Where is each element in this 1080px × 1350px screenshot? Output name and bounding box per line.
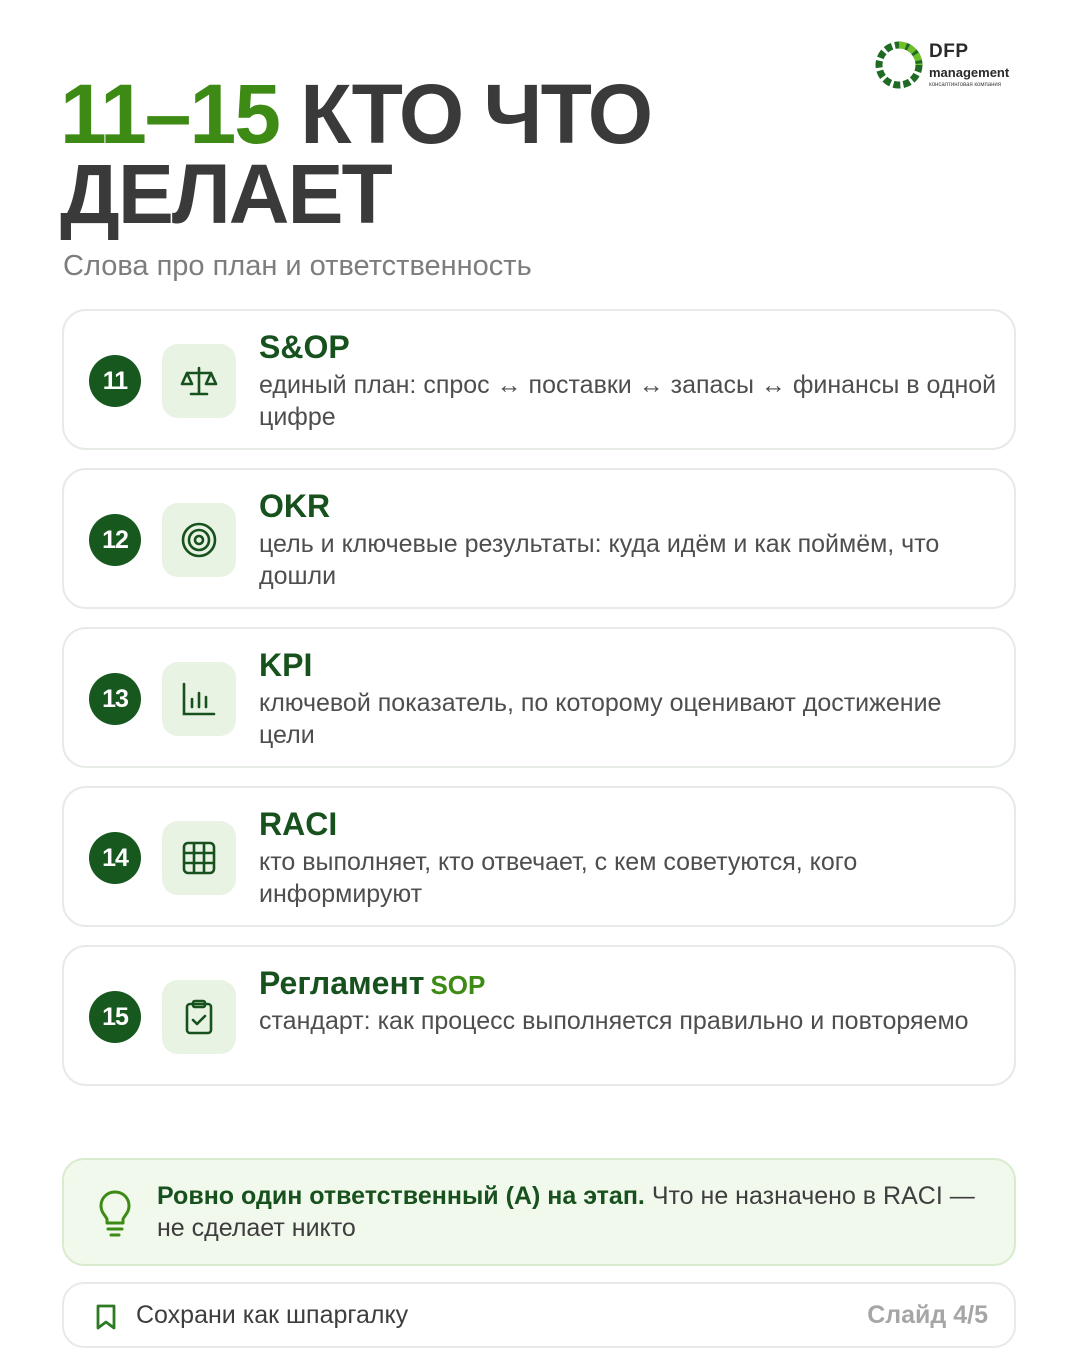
brand-logo bbox=[872, 38, 1042, 94]
card-title bbox=[259, 965, 485, 1002]
scales-icon bbox=[179, 361, 219, 401]
title-line2: ДЕЛАЕТ bbox=[60, 147, 391, 241]
bookmark-icon[interactable] bbox=[94, 1303, 118, 1331]
term-card-okr bbox=[62, 468, 1016, 609]
card-description: цель и ключевые результаты: куда идём и как поймём, что дошли bbox=[259, 530, 940, 590]
card-icon-box bbox=[162, 662, 236, 736]
card-number-badge: 12 bbox=[89, 514, 141, 566]
card-number-badge: 14 bbox=[89, 832, 141, 884]
title-line1: КТО ЧТО bbox=[300, 67, 652, 161]
page-subtitle: Слова про план и ответственность bbox=[63, 250, 532, 282]
card-title-text: OKR bbox=[259, 488, 331, 524]
bar-chart-icon bbox=[179, 679, 219, 719]
card-icon-box bbox=[162, 344, 236, 418]
page-title bbox=[60, 67, 652, 241]
footer-bar bbox=[62, 1282, 1016, 1348]
title-number: 11–15 bbox=[60, 67, 279, 161]
tip-box bbox=[62, 1158, 1016, 1266]
card-title-text: RACI bbox=[259, 806, 338, 842]
card-description: стандарт: как процесс выполняется правильно и повторяемо bbox=[259, 1007, 969, 1035]
save-hint[interactable]: Сохрани как шпаргалку bbox=[136, 1301, 409, 1329]
card-title bbox=[259, 488, 330, 525]
card-icon-box bbox=[162, 503, 236, 577]
card-title-text: S&OP bbox=[259, 329, 350, 365]
card-icon-box bbox=[162, 821, 236, 895]
card-description: единый план: спрос ↔ поставки ↔ запасы ↔ финансы в одной цифре bbox=[259, 371, 997, 431]
card-title-tag: SOP bbox=[430, 970, 486, 1000]
card-description: ключевой показатель, по которому оценивают достижение цели bbox=[259, 689, 942, 749]
card-description: кто выполняет, кто отвечает, с кем советуются, кого информируют bbox=[259, 848, 858, 908]
clipboard-check-icon bbox=[179, 997, 219, 1037]
term-card-kpi bbox=[62, 627, 1016, 768]
logo-name: DFP bbox=[929, 41, 969, 62]
logo-tagline: консалтинговая компания bbox=[929, 82, 1002, 88]
grid-icon bbox=[179, 838, 219, 878]
slide-counter: Слайд 4/5 bbox=[867, 1301, 988, 1329]
term-card-sop bbox=[62, 309, 1016, 450]
tip-text bbox=[157, 1180, 997, 1244]
card-number-badge: 15 bbox=[89, 991, 141, 1043]
tip-rest: Что не назначено в RACI — не сделает никто bbox=[157, 1182, 975, 1242]
card-title-text: KPI bbox=[259, 647, 313, 683]
target-icon bbox=[179, 520, 219, 560]
logo-mark-icon bbox=[872, 38, 926, 92]
lightbulb-icon bbox=[96, 1188, 134, 1238]
term-card-raci bbox=[62, 786, 1016, 927]
card-title bbox=[259, 647, 312, 684]
logo-subname: management bbox=[929, 65, 1010, 80]
card-title bbox=[259, 329, 350, 366]
card-title bbox=[259, 806, 337, 843]
card-title-text: Регламент bbox=[259, 965, 425, 1001]
card-number-badge: 11 bbox=[89, 355, 141, 407]
term-card-reglament bbox=[62, 945, 1016, 1086]
card-icon-box bbox=[162, 980, 236, 1054]
card-number-badge: 13 bbox=[89, 673, 141, 725]
tip-bold: Ровно один ответственный (A) на этап. bbox=[157, 1182, 645, 1210]
